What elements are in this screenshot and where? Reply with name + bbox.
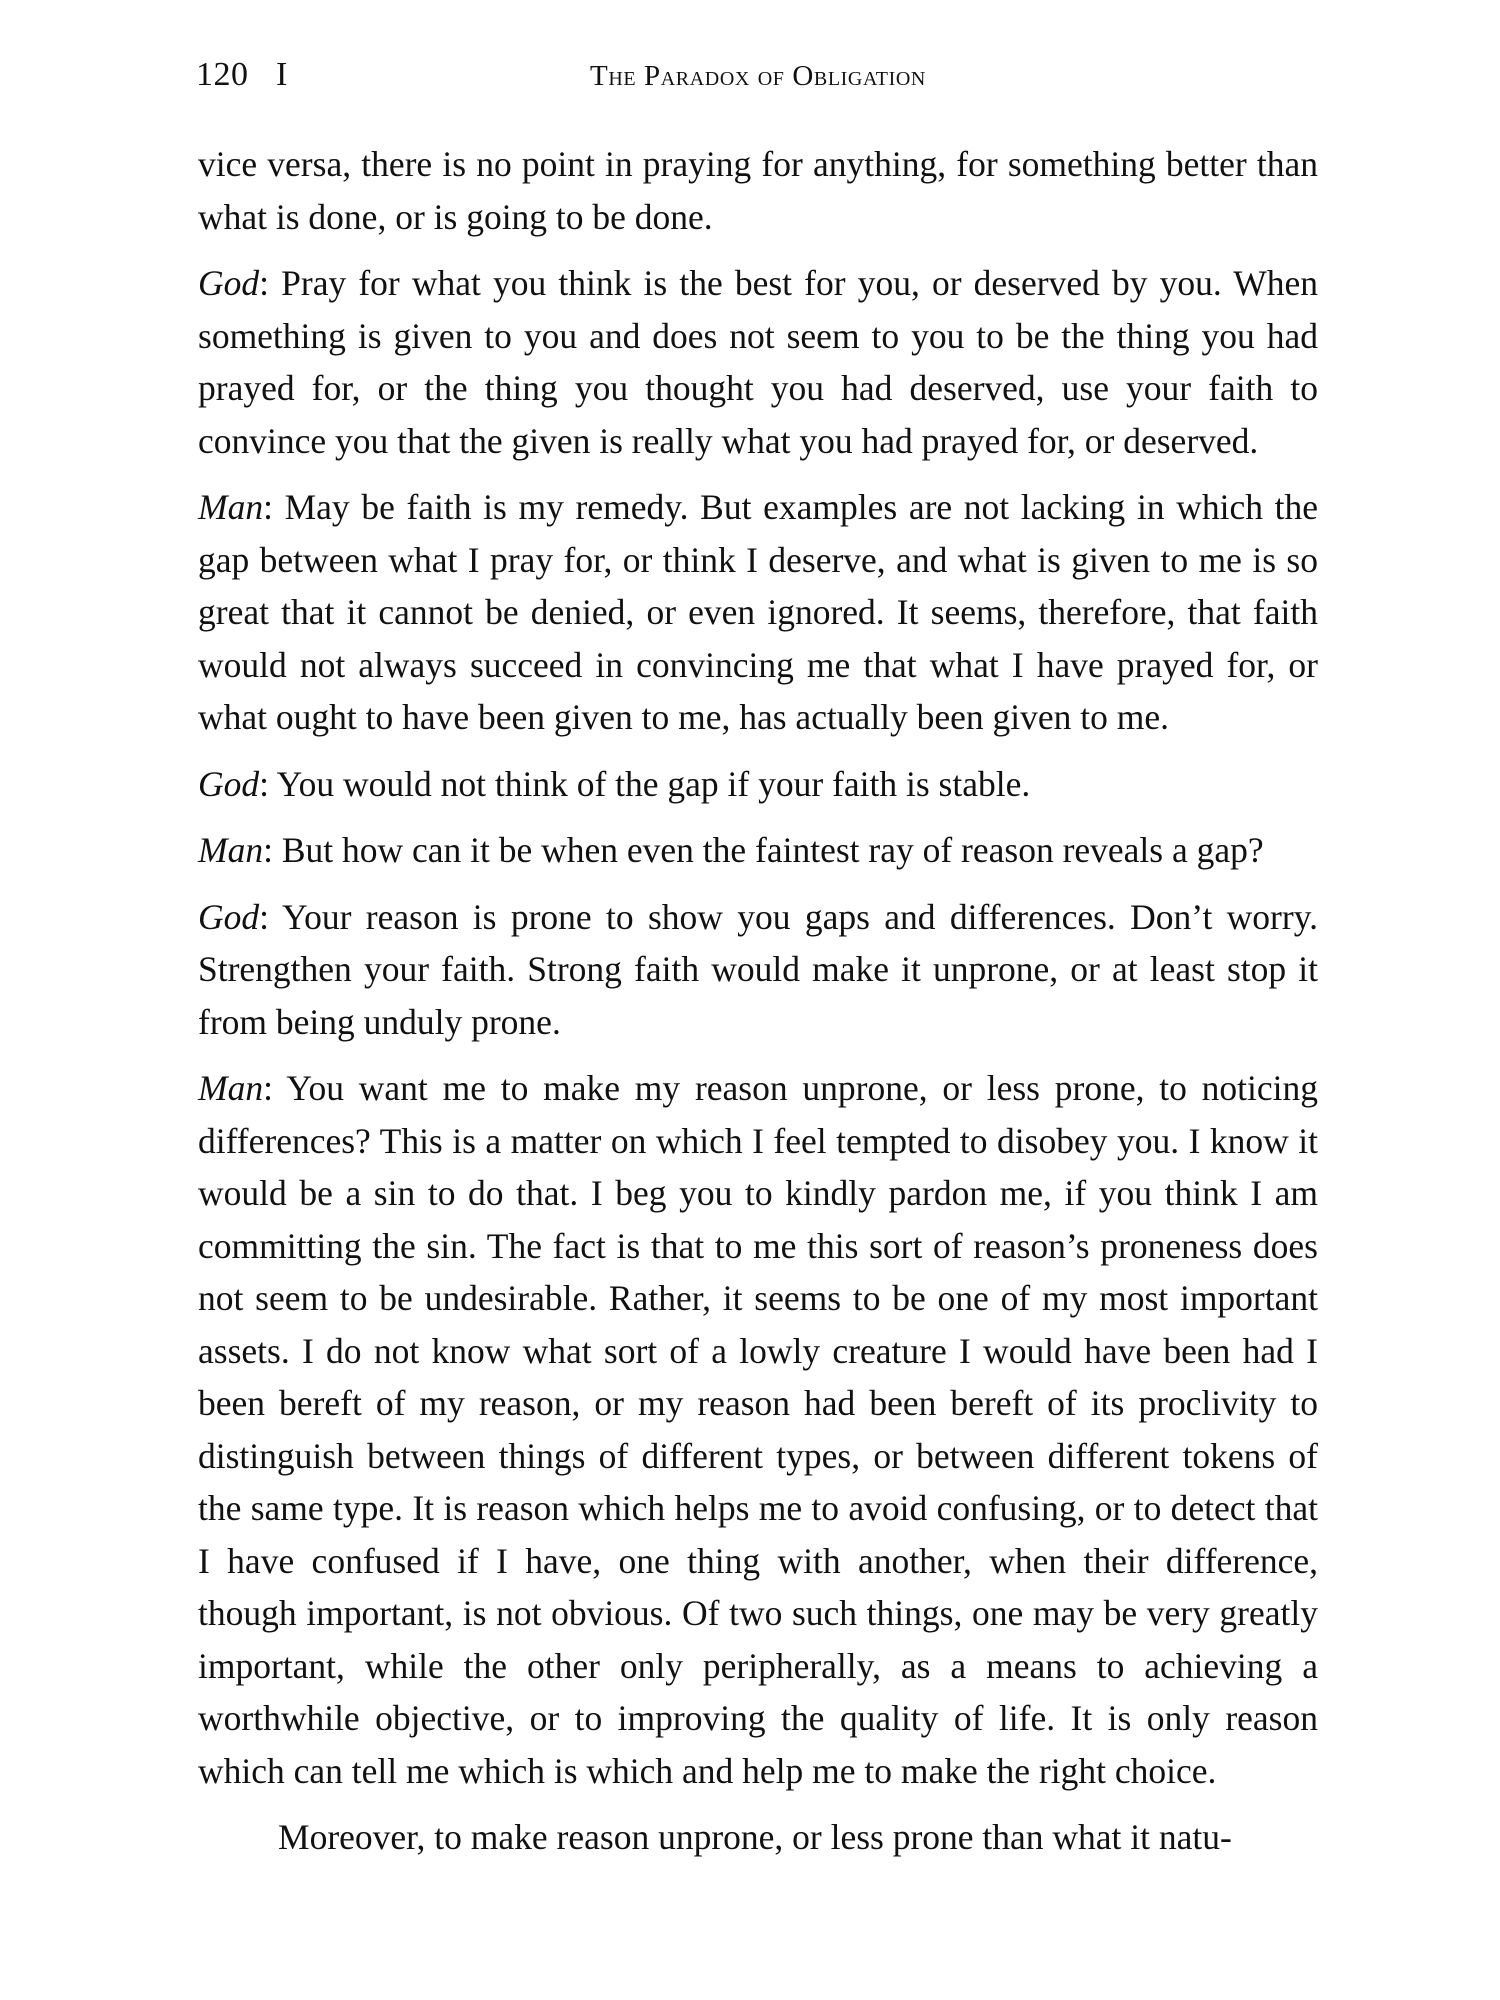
dialogue-paragraph: God: Your reason is prone to show you gaps and differences. Don’t worry. Strengthen your faith. Strong faith would make it unprone, or at least stop it from being unduly prone. (198, 896, 1319, 1042)
speaker-label: God (198, 763, 260, 804)
dialogue-paragraph: Man: You want me to make my reason unprone, or less prone, to noticing differences? This is a matter on which I feel tempted to disobey you. I know it would be a sin to do that. I beg you to kindly pardon me, if you think I am committing the sin. The fact is that to me this sort of reason’s proneness does not seem to be undesirable. Rather, it seems to be one of my most important assets. I do not know what sort of a lowly creature I would have been had I been bereft of my reason, or my reason had been bereft of its proclivity to distinguish between things of different types, or between different tokens of the same type. It is reason which helps me to avoid confusing, or to detect that I have confused if I have, one thing with another, when their difference, though important, is not obvious. Of two such things, one may be very greatly important, while the other only peripherally, as a means to achieving a worthwhile objective, or to improving the quality of life. It is only reason which can tell me which is which and help me to make the right choice. (198, 1068, 1319, 1791)
page-body (198, 138, 1318, 1878)
paragraph-indented (198, 1811, 1318, 1864)
page-number: 120 (196, 56, 249, 93)
paragraph-text: You would not think of the gap if your faith is stable. (276, 763, 1031, 804)
speaker-label: God (198, 896, 260, 937)
header-separator: I (276, 56, 288, 93)
paragraph-text: Moreover, to make reason unprone, or less prone than what it natu- (278, 1817, 1232, 1857)
speaker-label: Man (198, 487, 264, 527)
paragraph-text: Your reason is prone to show you gaps and differences. Don’t worry. Strengthen your faith. Strong faith would make it unprone, or at least stop it from being unduly prone. (198, 896, 1319, 1042)
speaker-label: Man (198, 1068, 264, 1108)
dialogue-paragraph: God: You would not think of the gap if your faith is stable. (198, 763, 1031, 804)
dialogue-paragraph: Man: But how can it be when even the faintest ray of reason reveals a gap? (198, 830, 1264, 870)
speaker-label: Man (198, 830, 264, 870)
paragraph-text: May be faith is my remedy. But examples are not lacking in which the gap between what I pray for, or think I deserve, and what is given to me is so great that it cannot be denied, or even ignored. It seems, therefore, that faith would not always succeed in convincing me that what I have prayed for, or what ought to have been given to me, has actually been given to me. (198, 487, 1318, 737)
dialogue-paragraph: Man: May be faith is my remedy. But examples are not lacking in which the gap between what I pray for, or think I deserve, and what is given to me is so great that it cannot be denied, or even ignored. It seems, therefore, that faith would not always succeed in convincing me that what I have prayed for, or what ought to have been given to me, has actually been given to me. (198, 487, 1318, 737)
paragraph-text: You want me to make my reason unprone, or less prone, to noticing differences? This is a matter on which I feel tempted to disobey you. I know it would be a sin to do that. I beg you to kindly pardon me, if you think I am committing the sin. The fact is that to me this sort of reason’s proneness does not seem to be undesirable. Rather, it seems to be one of my most important assets. I do not know what sort of a lowly creature I would have been had I been bereft of my reason, or my reason had been bereft of its proclivity to distinguish between things of different types, or between different tokens of the same type. It is reason which helps me to avoid confusing, or to detect that I have confused if I have, one thing with another, when their difference, though important, is not obvious. Of two such things, one may be very greatly important, while the other only peripherally, as a means to achieving a worthwhile objective, or to improving the quality of life. It is only reason which can tell me which is which and help me to make the right choice. (198, 1068, 1319, 1791)
page-header (196, 56, 1320, 106)
paragraph-continuation (198, 138, 1318, 243)
running-title: The Paradox of Obligation (590, 60, 926, 92)
paragraph-text: But how can it be when even the faintest ray of reason reveals a gap? (281, 830, 1264, 870)
paragraph-text: Pray for what you think is the best for you, or deserved by you. When something is given to you and does not seem to you to be the thing you had prayed for, or the thing you thought you had deserved, use your faith to convince you that the given is really what you had prayed for, or deserved. (198, 263, 1318, 461)
dialogue-paragraph: God: Pray for what you think is the best for you, or deserved by you. When something is given to you and does not seem to you to be the thing you had prayed for, or the thing you thought you had deserved, use your faith to convince you that the given is really what you had prayed for, or deserved. (198, 263, 1318, 461)
speaker-label: God (198, 263, 260, 303)
paragraph-text: vice versa, there is no point in praying for anything, for something better than what is done, or is going to be done. (198, 144, 1318, 237)
